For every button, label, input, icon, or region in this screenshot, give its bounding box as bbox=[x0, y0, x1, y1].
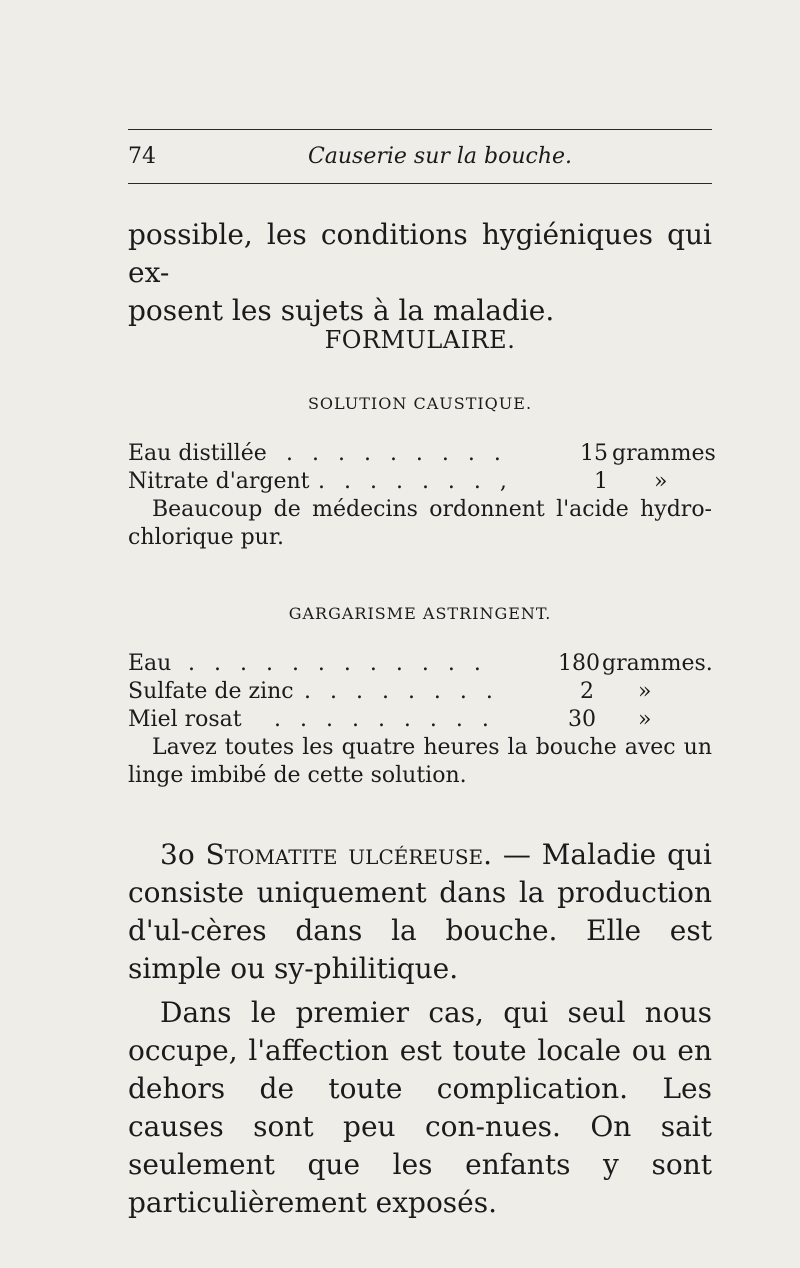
section-number: 3o bbox=[160, 838, 195, 871]
leader-dots: . . . . . . . . . bbox=[274, 707, 495, 732]
solution-formula bbox=[128, 440, 716, 552]
intro-line-2: posent les sujets à la maladie. bbox=[128, 294, 555, 327]
stomatite-paragraph bbox=[128, 836, 712, 1222]
formula-row bbox=[128, 678, 712, 706]
running-head bbox=[128, 140, 712, 174]
ingredient-qty: 15 bbox=[580, 441, 608, 466]
formula-row bbox=[128, 468, 712, 496]
leader-dots: . . . . . . . , bbox=[318, 469, 513, 494]
ingredient-unit: » bbox=[638, 679, 652, 704]
leader-dots: . . . . . . . . . . . . bbox=[188, 651, 487, 676]
stomatite-text bbox=[128, 836, 712, 988]
ingredient-unit: » bbox=[638, 707, 652, 732]
gargarisme-title: GARGARISME ASTRINGENT. bbox=[288, 604, 552, 623]
formula-row bbox=[128, 706, 712, 734]
ingredient-name: Nitrate d'argent bbox=[128, 469, 310, 494]
gargarisme-note: Lavez toutes les quatre heures la bouche avec un linge imbibé de cette solution. bbox=[128, 735, 712, 788]
ingredient-name: Eau bbox=[128, 651, 172, 676]
solution-note: Beaucoup de médecins ordonnent l'acide hydro-chlorique pur. bbox=[128, 497, 712, 550]
formula-row bbox=[128, 440, 716, 468]
header-rule bbox=[128, 183, 712, 184]
leader-dots: . . . . . . . . . bbox=[286, 441, 507, 466]
section-body: — Maladie qui consiste uniquement dans la production d'ul-cères dans la bouche. Elle est simple ou sy-philitique. bbox=[128, 838, 712, 985]
formulaire-heading: FORMULAIRE. bbox=[324, 326, 516, 354]
leader-dots: . . . . . . . . bbox=[304, 679, 499, 704]
solution-title: SOLUTION CAUSTIQUE. bbox=[307, 394, 533, 413]
gargarisme-formula bbox=[128, 650, 712, 790]
section-title: Stomatite ulcéreuse. bbox=[205, 838, 493, 871]
intro-line-1: possible, les conditions hygiéniques qui ex- bbox=[128, 218, 712, 289]
ingredient-name: Miel rosat bbox=[128, 707, 242, 732]
running-title: Causerie sur la bouche. bbox=[307, 144, 573, 169]
ingredient-qty: 2 bbox=[580, 679, 594, 704]
top-rule bbox=[128, 129, 712, 130]
ingredient-unit: grammes bbox=[612, 441, 716, 466]
ingredient-unit: grammes. bbox=[602, 651, 713, 676]
page-number: 74 bbox=[128, 144, 156, 169]
ingredient-name: Sulfate de zinc bbox=[128, 679, 294, 704]
ingredient-name: Eau distillée bbox=[128, 441, 267, 466]
ingredient-qty: 30 bbox=[568, 707, 596, 732]
ingredient-qty: 1 bbox=[594, 469, 608, 494]
ingredient-unit: » bbox=[654, 469, 668, 494]
ingredient-qty: 180 bbox=[558, 651, 600, 676]
formula-row bbox=[128, 650, 712, 678]
intro-paragraph bbox=[128, 216, 712, 330]
body-paragraph: Dans le premier cas, qui seul nous occupe, l'affection est toute locale ou en dehors de toute complication. Les causes sont peu con-nues. On sait seulement que les enfants y sont particulièrement exposés. bbox=[128, 996, 712, 1219]
